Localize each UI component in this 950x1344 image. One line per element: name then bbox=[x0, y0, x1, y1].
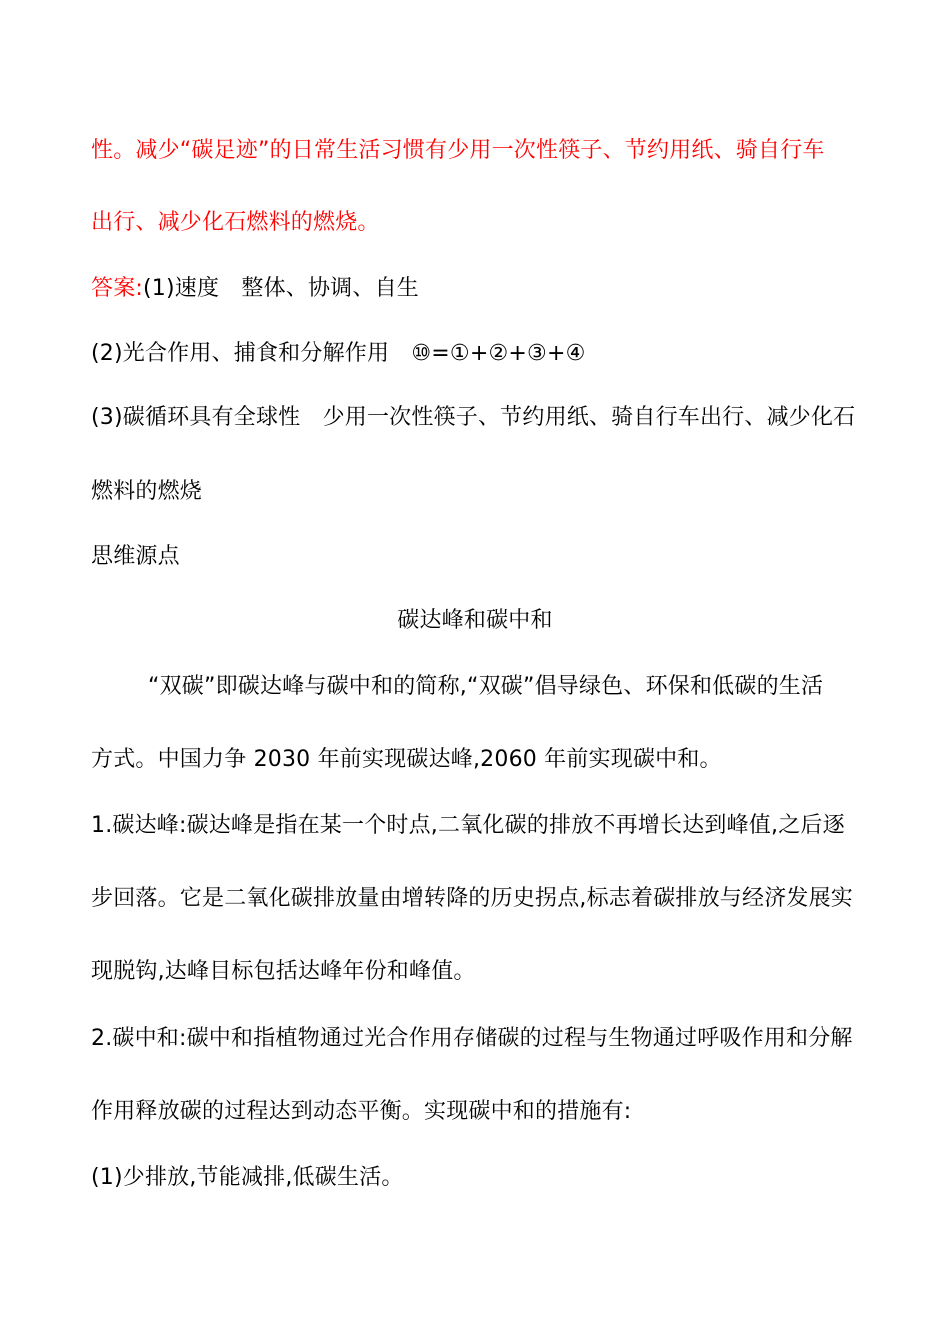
source-heading: 思维源点 bbox=[91, 544, 180, 569]
answer-part-3-line-1: (3)碳循环具有全球性 少用一次性筷子、节约用纸、骑自行车出行、减少化石 bbox=[91, 405, 856, 430]
answer-part-1 bbox=[91, 274, 419, 304]
answer-label: 答案: bbox=[91, 276, 144, 301]
carbon-neutral-line-2: 作用释放碳的过程达到动态平衡。实现碳中和的措施有: bbox=[91, 1099, 632, 1124]
answer-part-2: (2)光合作用、捕食和分解作用 ⑩=①+②+③+④ bbox=[91, 341, 586, 366]
section-title: 碳达峰和碳中和 bbox=[397, 608, 553, 633]
answer-part-1-text: (1)速度 整体、协调、自生 bbox=[143, 276, 419, 301]
intro-line-2: 方式。中国力争 2030 年前实现碳达峰,2060 年前实现碳中和。 bbox=[91, 747, 722, 772]
carbon-peak-line-2: 步回落。它是二氧化碳排放量由增转降的历史拐点,标志着碳排放与经济发展实 bbox=[91, 886, 853, 911]
carbon-neutral-line-1: 2.碳中和:碳中和指植物通过光合作用存储碳的过程与生物通过呼吸作用和分解 bbox=[91, 1026, 853, 1051]
measure-1: (1)少排放,节能减排,低碳生活。 bbox=[91, 1165, 404, 1190]
answer-part-3-line-2: 燃料的燃烧 bbox=[91, 479, 203, 504]
carbon-peak-line-3: 现脱钩,达峰目标包括达峰年份和峰值。 bbox=[91, 959, 476, 984]
explanation-line-2: 出行、减少化石燃料的燃烧。 bbox=[91, 210, 380, 235]
carbon-peak-line-1: 1.碳达峰:碳达峰是指在某一个时点,二氧化碳的排放不再增长达到峰值,之后逐 bbox=[91, 813, 845, 838]
intro-line-1: “双碳”即碳达峰与碳中和的简称,“双碳”倡导绿色、环保和低碳的生活 bbox=[148, 674, 824, 699]
explanation-line-1: 性。减少“碳足迹”的日常生活习惯有少用一次性筷子、节约用纸、骑自行车 bbox=[91, 138, 825, 163]
